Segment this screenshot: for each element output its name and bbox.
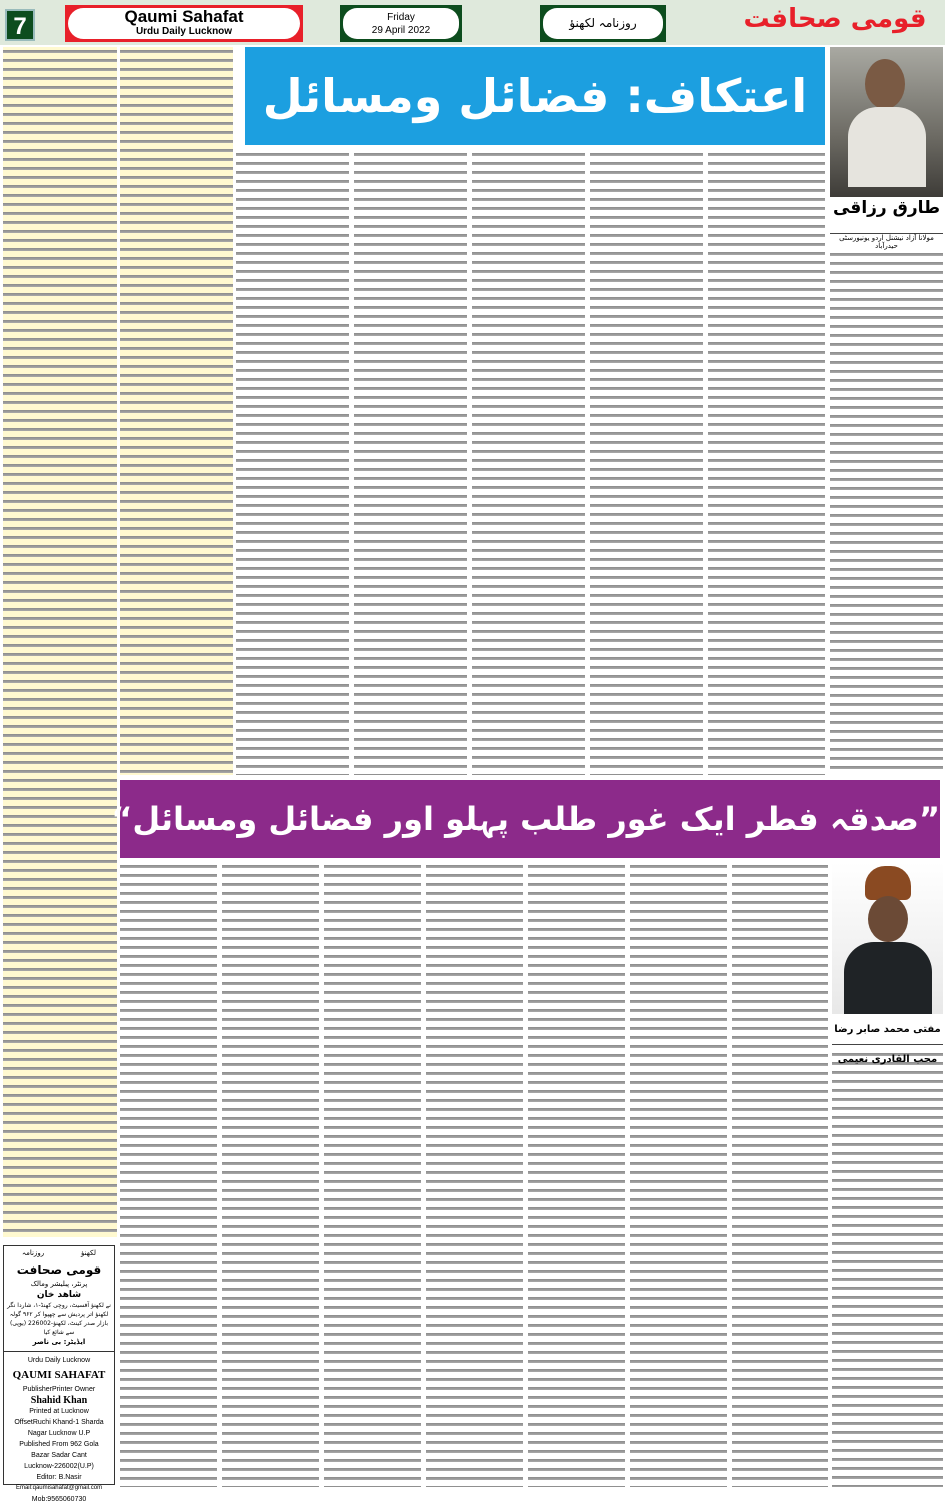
article-column: [832, 1050, 943, 1487]
english-subtitle: Urdu Daily Lucknow: [135, 26, 233, 37]
article-column: [324, 862, 421, 1487]
article-column: [236, 150, 349, 775]
author-photo: [830, 47, 943, 197]
imprint-line: Nagar Lucknow U.P: [27, 1430, 91, 1437]
imprint-label: روزنامہ: [22, 1249, 45, 1257]
masthead: قومی صحافت: [743, 4, 927, 34]
imprint-mobile: Mob:9565060730: [31, 1496, 87, 1503]
imprint-line: Lucknow-226002(U.P): [24, 1463, 94, 1470]
headline-itikaf: اعتکاف: فضائل ومسائل: [245, 47, 825, 145]
article-column: [732, 862, 828, 1487]
author-name: طارق رزاقی: [830, 198, 943, 234]
page-number: 7: [5, 9, 35, 41]
headline-sadqa-fitr: ”صدقہ فطر ایک غور طلب پہلو اور فضائل ومسائل“: [120, 780, 940, 858]
imprint-line: Printed at Lucknow: [29, 1408, 89, 1415]
article-column: [528, 862, 625, 1487]
article-column: [590, 150, 703, 775]
article-column: [830, 250, 943, 775]
date-box: [340, 5, 462, 42]
imprint-urdu-owner: شاھد خان: [36, 1290, 82, 1300]
imprint-line: Bazar Sadar Cant: [31, 1452, 87, 1459]
urdu-logo: [540, 5, 666, 42]
english-logo: [65, 5, 303, 42]
article-column: [472, 150, 585, 775]
article-column: [630, 862, 727, 1487]
imprint-title: QAUMI SAHAFAT: [12, 1369, 106, 1381]
article-column: [120, 47, 233, 775]
imprint-urdu-title: قومی صحافت: [16, 1263, 102, 1277]
date: 29 April 2022: [371, 25, 431, 36]
imprint-box: [3, 1245, 115, 1503]
imprint-owner: Shahid Khan: [30, 1395, 88, 1406]
imprint-urdu-role: پرنٹر، پبلیشر ومالک: [30, 1280, 88, 1288]
imprint-label: لکھنؤ: [81, 1249, 96, 1257]
urdu-logo-text: روزنامہ لکھنؤ: [543, 8, 663, 39]
author-affiliation: مولانا آزاد نیشنل اردو یونیورسٹی حیدرآباد: [839, 234, 934, 250]
article-column: [426, 862, 523, 1487]
article-column: [708, 150, 825, 775]
left-column-text: [3, 47, 117, 1237]
imprint-urdu-editor: ایڈیٹر: بی ناصر: [32, 1338, 86, 1346]
article-column: [354, 150, 467, 775]
day: Friday: [387, 12, 415, 23]
article-column: [222, 862, 319, 1487]
author-name: مفتی محمد صابر رضا محب القادری نعیمی: [832, 1015, 943, 1045]
imprint-line: OffsetRuchi Khand-1 Sharda: [14, 1419, 104, 1426]
imprint-line: Urdu Daily Lucknow: [27, 1357, 91, 1364]
author-photo: [832, 862, 943, 1014]
divider: [4, 1351, 114, 1352]
imprint-urdu-address: نے لکھنؤ آفسیٹ، روچی کھنڈ-۱، شاردا نگر لکھنؤ اتر پردیش سے چھپوا کر ۹۶۲ گولہ بازار صدر کینٹ، لکھنؤ-226002 (یوپی) سے شائع کیا: [7, 1302, 111, 1336]
imprint-email: Email:qaumisahafat@gmail.com: [15, 1485, 103, 1491]
imprint-role: PublisherPrinter Owner: [22, 1386, 96, 1393]
article-column: [120, 862, 217, 1487]
imprint-line: Published From 962 Gola: [19, 1441, 99, 1448]
english-title: Qaumi Sahafat: [124, 7, 244, 26]
imprint-editor: Editor: B.Nasir: [36, 1474, 82, 1481]
